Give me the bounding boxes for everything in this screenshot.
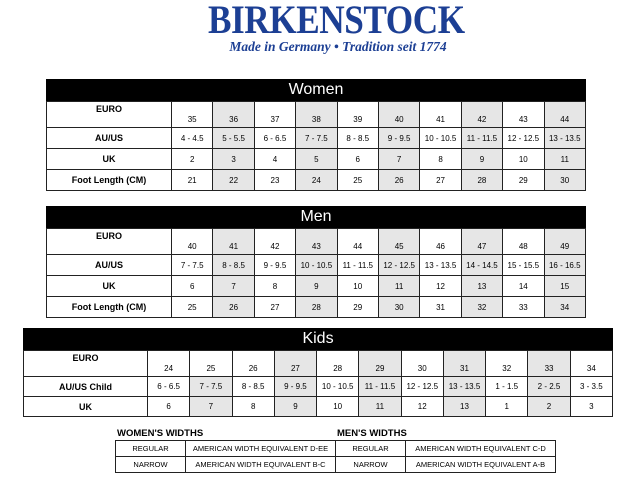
size-cell: 43 — [503, 102, 544, 128]
size-cell: 9 — [274, 397, 316, 417]
size-cell: 11 - 11.5 — [461, 128, 502, 149]
size-cell: 31 — [443, 351, 485, 377]
width-name: REGULAR — [336, 441, 406, 457]
size-cell: 30 — [401, 351, 443, 377]
size-cell: 10 — [337, 276, 378, 297]
size-cell: 33 — [503, 297, 544, 318]
table-row — [336, 457, 556, 473]
widths-table — [335, 440, 556, 473]
size-cell: 6 - 6.5 — [254, 128, 295, 149]
size-cell: 45 — [378, 229, 419, 255]
size-cell: 15 - 15.5 — [503, 255, 544, 276]
width-desc: AMERICAN WIDTH EQUIVALENT D-EE — [186, 441, 336, 457]
table-row — [336, 441, 556, 457]
brand-tagline: Made in Germany • Tradition seit 1774 — [229, 39, 447, 54]
row-label: EURO — [47, 102, 172, 128]
size-cell: 11 — [378, 276, 419, 297]
width-name: REGULAR — [116, 441, 186, 457]
men-size-table — [46, 206, 586, 318]
size-cell: 13 — [443, 397, 485, 417]
size-cell: 34 — [544, 297, 585, 318]
size-cell: 8 - 8.5 — [213, 255, 254, 276]
size-cell: 22 — [213, 170, 254, 191]
size-cell: 30 — [544, 170, 585, 191]
size-cell: 24 — [296, 170, 337, 191]
size-cell: 10 - 10.5 — [317, 377, 359, 397]
size-cell: 8 — [254, 276, 295, 297]
size-cell: 26 — [232, 351, 274, 377]
size-cell: 5 — [296, 149, 337, 170]
size-cell: 7 - 7.5 — [190, 377, 232, 397]
brand-header — [0, 0, 640, 56]
size-cell: 28 — [317, 351, 359, 377]
size-cell: 9 — [296, 276, 337, 297]
kids-size-table — [23, 328, 613, 417]
size-cell: 6 — [148, 397, 190, 417]
size-cell: 13 - 13.5 — [544, 128, 585, 149]
size-cell: 32 — [461, 297, 502, 318]
widths-table — [115, 440, 336, 473]
width-desc: AMERICAN WIDTH EQUIVALENT B-C — [186, 457, 336, 473]
table-row — [116, 441, 336, 457]
row-label: AU/US — [47, 255, 172, 276]
size-cell: 10 - 10.5 — [420, 128, 461, 149]
size-cell: 35 — [172, 102, 213, 128]
size-cell: 12 - 12.5 — [401, 377, 443, 397]
size-cell: 25 — [337, 170, 378, 191]
row-label: UK — [47, 149, 172, 170]
size-cell: 48 — [503, 229, 544, 255]
size-cell: 2 — [172, 149, 213, 170]
size-cell: 29 — [503, 170, 544, 191]
width-name: NARROW — [116, 457, 186, 473]
size-cell: 41 — [213, 229, 254, 255]
size-cell: 11 - 11.5 — [359, 377, 401, 397]
size-cell: 1 - 1.5 — [486, 377, 528, 397]
size-cell: 12 - 12.5 — [378, 255, 419, 276]
table-row — [116, 457, 336, 473]
size-cell: 43 — [296, 229, 337, 255]
table-row — [47, 128, 586, 149]
size-cell: 26 — [213, 297, 254, 318]
row-label: AU/US — [47, 128, 172, 149]
size-cell: 49 — [544, 229, 585, 255]
row-label: AU/US Child — [24, 377, 148, 397]
size-cell: 44 — [337, 229, 378, 255]
size-grid — [46, 228, 586, 318]
size-cell: 7 — [378, 149, 419, 170]
size-cell: 30 — [378, 297, 419, 318]
size-cell: 26 — [378, 170, 419, 191]
size-cell: 8 - 8.5 — [232, 377, 274, 397]
size-cell: 9 - 9.5 — [274, 377, 316, 397]
size-cell: 9 - 9.5 — [378, 128, 419, 149]
row-label: EURO — [24, 351, 148, 377]
widths-title: MEN'S WIDTHS — [337, 428, 407, 439]
brand-logo: BIRKENSTOCK — [208, 0, 465, 42]
table-row — [47, 229, 586, 255]
size-cell: 4 — [254, 149, 295, 170]
size-cell: 25 — [190, 351, 232, 377]
width-desc: AMERICAN WIDTH EQUIVALENT A-B — [406, 457, 556, 473]
size-cell: 13 - 13.5 — [443, 377, 485, 397]
size-cell: 6 — [172, 276, 213, 297]
size-cell: 34 — [570, 351, 612, 377]
size-cell: 14 - 14.5 — [461, 255, 502, 276]
row-label: Foot Length (CM) — [47, 297, 172, 318]
width-desc: AMERICAN WIDTH EQUIVALENT C-D — [406, 441, 556, 457]
size-cell: 11 — [544, 149, 585, 170]
table-row — [24, 397, 613, 417]
section-title: Kids — [23, 328, 613, 350]
size-cell: 9 - 9.5 — [254, 255, 295, 276]
size-cell: 23 — [254, 170, 295, 191]
size-cell: 15 — [544, 276, 585, 297]
size-cell: 7 — [213, 276, 254, 297]
size-cell: 11 — [359, 397, 401, 417]
table-row — [47, 297, 586, 318]
size-cell: 10 — [503, 149, 544, 170]
table-row — [24, 377, 613, 397]
size-cell: 42 — [461, 102, 502, 128]
size-cell: 29 — [337, 297, 378, 318]
womens-widths — [115, 428, 335, 473]
size-cell: 13 - 13.5 — [420, 255, 461, 276]
size-cell: 1 — [486, 397, 528, 417]
size-cell: 11 - 11.5 — [337, 255, 378, 276]
size-cell: 21 — [172, 170, 213, 191]
size-cell: 28 — [296, 297, 337, 318]
size-cell: 8 - 8.5 — [337, 128, 378, 149]
section-title: Women — [46, 79, 586, 101]
size-cell: 12 — [420, 276, 461, 297]
size-cell: 3 — [213, 149, 254, 170]
size-cell: 36 — [213, 102, 254, 128]
size-cell: 7 - 7.5 — [172, 255, 213, 276]
table-row — [47, 276, 586, 297]
size-cell: 46 — [420, 229, 461, 255]
size-cell: 25 — [172, 297, 213, 318]
size-cell: 3 — [570, 397, 612, 417]
size-cell: 24 — [148, 351, 190, 377]
width-name: NARROW — [336, 457, 406, 473]
size-grid — [46, 101, 586, 191]
size-cell: 6 - 6.5 — [148, 377, 190, 397]
size-cell: 4 - 4.5 — [172, 128, 213, 149]
size-cell: 27 — [254, 297, 295, 318]
size-cell: 2 - 2.5 — [528, 377, 570, 397]
size-cell: 40 — [172, 229, 213, 255]
size-cell: 6 — [337, 149, 378, 170]
size-cell: 7 - 7.5 — [296, 128, 337, 149]
size-cell: 47 — [461, 229, 502, 255]
row-label: EURO — [47, 229, 172, 255]
size-cell: 42 — [254, 229, 295, 255]
size-cell: 37 — [254, 102, 295, 128]
row-label: Foot Length (CM) — [47, 170, 172, 191]
size-cell: 38 — [296, 102, 337, 128]
section-title: Men — [46, 206, 586, 228]
size-cell: 10 — [317, 397, 359, 417]
size-cell: 12 - 12.5 — [503, 128, 544, 149]
size-cell: 10 - 10.5 — [296, 255, 337, 276]
size-cell: 2 — [528, 397, 570, 417]
size-cell: 33 — [528, 351, 570, 377]
size-cell: 29 — [359, 351, 401, 377]
size-cell: 3 - 3.5 — [570, 377, 612, 397]
women-size-table — [46, 79, 586, 191]
size-cell: 31 — [420, 297, 461, 318]
row-label: UK — [24, 397, 148, 417]
row-label: UK — [47, 276, 172, 297]
size-cell: 16 - 16.5 — [544, 255, 585, 276]
size-cell: 8 — [232, 397, 274, 417]
table-row — [24, 351, 613, 377]
table-row — [47, 255, 586, 276]
size-cell: 27 — [420, 170, 461, 191]
widths-title: WOMEN'S WIDTHS — [117, 428, 204, 439]
size-cell: 27 — [274, 351, 316, 377]
size-cell: 13 — [461, 276, 502, 297]
size-cell: 40 — [378, 102, 419, 128]
size-cell: 39 — [337, 102, 378, 128]
size-cell: 12 — [401, 397, 443, 417]
size-cell: 9 — [461, 149, 502, 170]
size-cell: 7 — [190, 397, 232, 417]
size-grid — [23, 350, 613, 417]
table-row — [47, 149, 586, 170]
table-row — [47, 170, 586, 191]
mens-widths — [335, 428, 555, 473]
size-cell: 41 — [420, 102, 461, 128]
size-cell: 28 — [461, 170, 502, 191]
size-cell: 5 - 5.5 — [213, 128, 254, 149]
size-cell: 14 — [503, 276, 544, 297]
size-cell: 8 — [420, 149, 461, 170]
size-cell: 44 — [544, 102, 585, 128]
table-row — [47, 102, 586, 128]
size-cell: 32 — [486, 351, 528, 377]
